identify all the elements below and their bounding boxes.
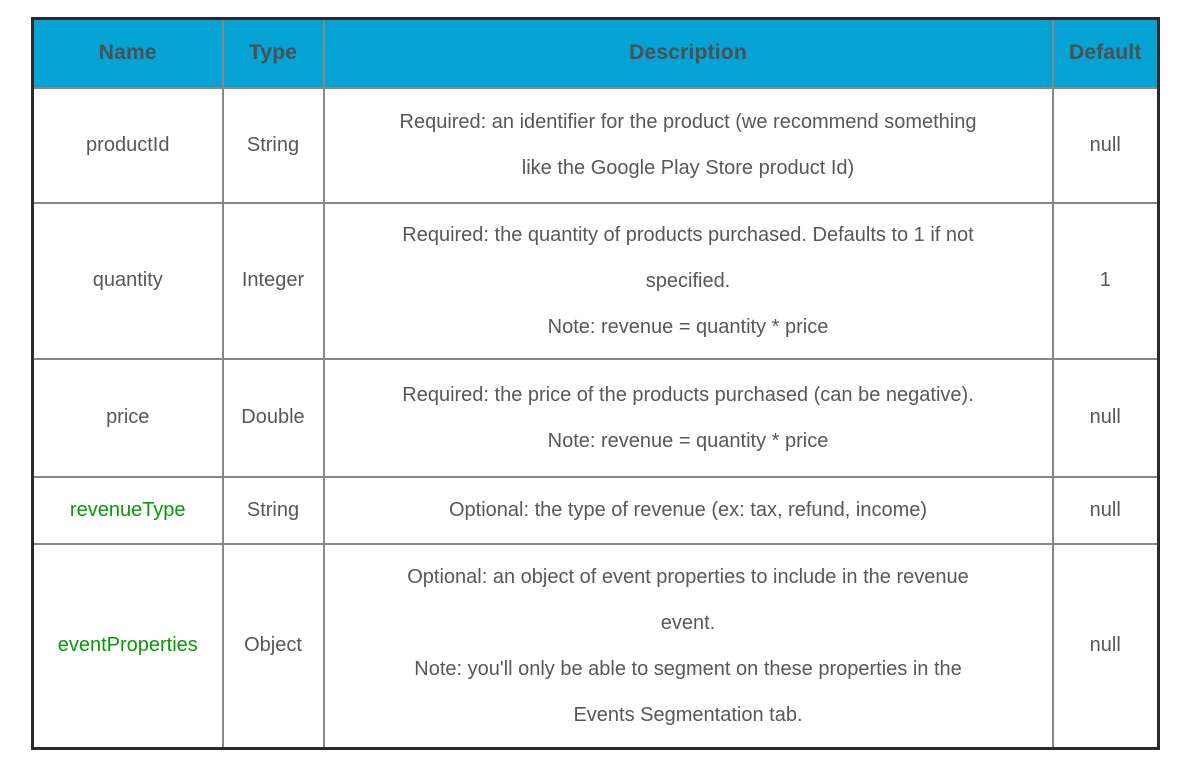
param-type: String <box>223 88 324 203</box>
description-line: Note: revenue = quantity * price <box>547 315 829 338</box>
param-type: Object <box>223 544 324 749</box>
param-default: 1 <box>1053 203 1159 359</box>
param-name: revenueType <box>33 477 223 544</box>
param-type: String <box>223 477 324 544</box>
description-line: Optional: an object of event properties to include in the revenue <box>407 565 969 588</box>
description-line: specified. <box>645 269 731 292</box>
description-line: Required: the price of the products purchased (can be negative). <box>402 383 974 406</box>
param-type: Double <box>223 359 324 477</box>
param-default: null <box>1053 359 1159 477</box>
description-line: Note: revenue = quantity * price <box>547 429 829 452</box>
param-default: null <box>1053 477 1159 544</box>
param-default: null <box>1053 88 1159 203</box>
param-description <box>324 88 1053 203</box>
header-name: Name <box>33 19 223 88</box>
description-line: event. <box>660 611 716 634</box>
param-name: eventProperties <box>33 544 223 749</box>
table-header <box>33 19 1159 88</box>
description-line: Required: an identifier for the product (we recommend something <box>399 111 977 133</box>
table-row <box>33 477 1159 544</box>
description-line: Required: the quantity of products purchased. Defaults to 1 if not <box>402 223 974 246</box>
table-body <box>33 88 1159 749</box>
parameters-table <box>31 17 1160 750</box>
header-description: Description <box>324 19 1053 88</box>
param-name: price <box>33 359 223 477</box>
param-name: productId <box>33 88 223 203</box>
description-line: Note: you'll only be able to segment on these properties in the <box>414 657 962 680</box>
description-line: like the Google Play Store product Id) <box>521 157 855 179</box>
param-default: null <box>1053 544 1159 749</box>
table-row <box>33 359 1159 477</box>
header-type: Type <box>223 19 324 88</box>
param-type: Integer <box>223 203 324 359</box>
table-row <box>33 88 1159 203</box>
header-row <box>33 19 1159 88</box>
description-line: Optional: the type of revenue (ex: tax, refund, income) <box>448 499 928 521</box>
param-description <box>324 359 1053 477</box>
header-default: Default <box>1053 19 1159 88</box>
param-description <box>324 544 1053 749</box>
param-name: quantity <box>33 203 223 359</box>
table-row <box>33 203 1159 359</box>
table-row <box>33 544 1159 749</box>
param-description <box>324 203 1053 359</box>
param-description <box>324 477 1053 544</box>
description-line: Events Segmentation tab. <box>573 703 803 726</box>
